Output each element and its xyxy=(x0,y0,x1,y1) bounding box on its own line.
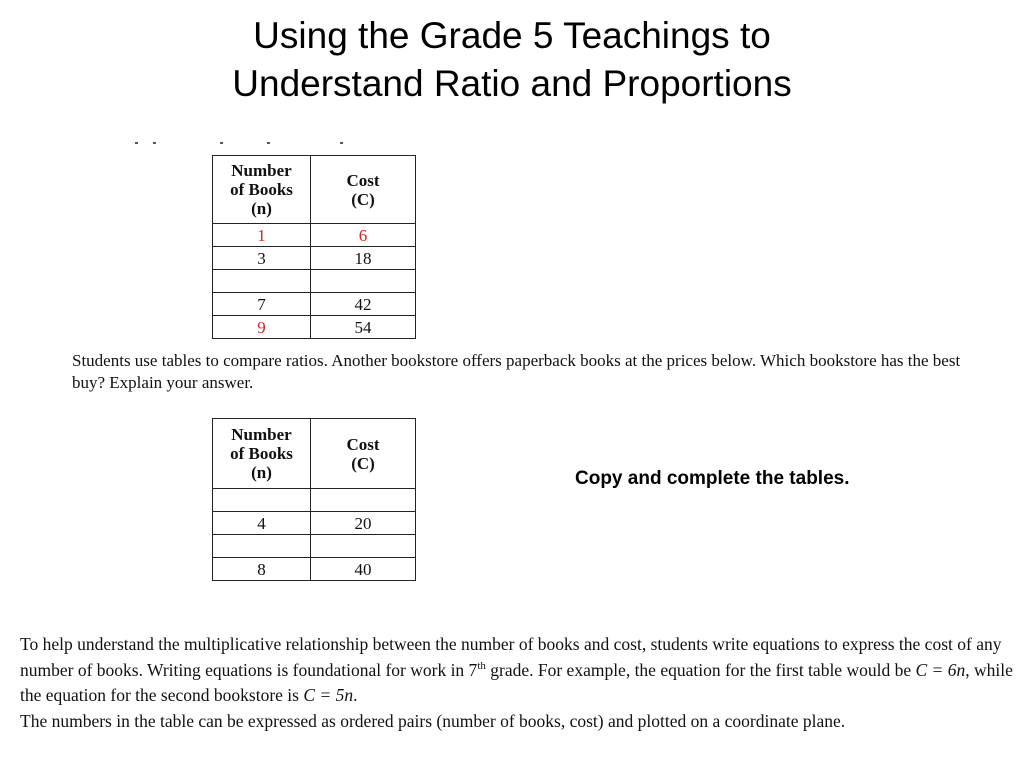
instruction-text: Copy and complete the tables. xyxy=(575,468,850,489)
header-line: (n) xyxy=(251,199,272,218)
header-number-of-books xyxy=(213,419,311,489)
header-line: of Books xyxy=(230,444,293,463)
table-row xyxy=(213,247,416,270)
comparison-prompt: Students use tables to compare ratios. Another bookstore offers paperback books at the prices below. Which bookstore has the best buy? Explain your answer. xyxy=(72,351,961,392)
table-row xyxy=(213,535,416,558)
table-cell-cost xyxy=(311,489,416,512)
table-cell-n: 3 xyxy=(213,247,311,270)
header-line: Cost xyxy=(346,434,380,454)
slide-title-line-2: Understand Ratio and Proportions xyxy=(232,63,792,104)
header-line: Number xyxy=(231,425,292,444)
table-cell-cost: 42 xyxy=(311,293,416,316)
header-line: of Books xyxy=(230,180,293,199)
table-row xyxy=(213,489,416,512)
table-row xyxy=(213,558,416,581)
equations-explanation xyxy=(20,632,1024,734)
table-row xyxy=(213,293,416,316)
table-cell-cost: 40 xyxy=(311,558,416,581)
header-cost xyxy=(311,419,416,489)
table-cell-cost xyxy=(311,535,416,558)
table-cell-n: 9 xyxy=(213,316,311,339)
table-row xyxy=(213,224,416,247)
table-row xyxy=(213,316,416,339)
books-cost-table-2 xyxy=(212,418,416,581)
superscript: th xyxy=(477,659,486,672)
table-header-row xyxy=(213,419,416,489)
table-row xyxy=(213,512,416,535)
table-cell-cost: 6 xyxy=(311,224,416,247)
slide-title xyxy=(0,12,1024,108)
table-cell-n: 7 xyxy=(213,293,311,316)
table-cell-n xyxy=(213,270,311,293)
header-line: (C) xyxy=(351,453,375,473)
table-cell-cost: 54 xyxy=(311,316,416,339)
text-run: To help understand the multiplicative relationship between the number of books and cost, students write equations to express the cost of any number of books. Writing equations is foundational for work in 7 xyxy=(20,634,1002,680)
table-cell-n xyxy=(213,489,311,512)
table-cell-n xyxy=(213,535,311,558)
table-cell-cost: 18 xyxy=(311,247,416,270)
scan-artifact-marks xyxy=(135,140,365,146)
table-cell-n: 8 xyxy=(213,558,311,581)
table-header-row xyxy=(213,156,416,224)
table-cell-n: 1 xyxy=(213,224,311,247)
table-row xyxy=(213,270,416,293)
equation-second-bookstore: C = 5n xyxy=(303,685,354,705)
header-cost xyxy=(311,156,416,224)
table-cell-n: 4 xyxy=(213,512,311,535)
text-run: . xyxy=(353,685,358,705)
ordered-pairs-paragraph: The numbers in the table can be expressed as ordered pairs (number of books, cost) and plotted on a coordinate plane. xyxy=(20,710,846,731)
text-run: grade. For example, the equation for the first table would be xyxy=(485,659,916,680)
header-line: Cost xyxy=(346,170,380,190)
table-cell-cost: 20 xyxy=(311,512,416,535)
explanation-paragraph xyxy=(20,632,1024,709)
header-number-of-books xyxy=(213,156,311,224)
text-run: , while the equation for the second bookstore is xyxy=(20,659,1013,705)
header-line: (n) xyxy=(251,463,272,482)
books-cost-table-1 xyxy=(212,155,416,339)
header-line: Number xyxy=(231,161,292,180)
header-line: (C) xyxy=(351,189,375,209)
slide-title-line-1: Using the Grade 5 Teachings to xyxy=(253,15,771,56)
equation-first-table: C = 6n xyxy=(915,659,966,680)
table-cell-cost xyxy=(311,270,416,293)
